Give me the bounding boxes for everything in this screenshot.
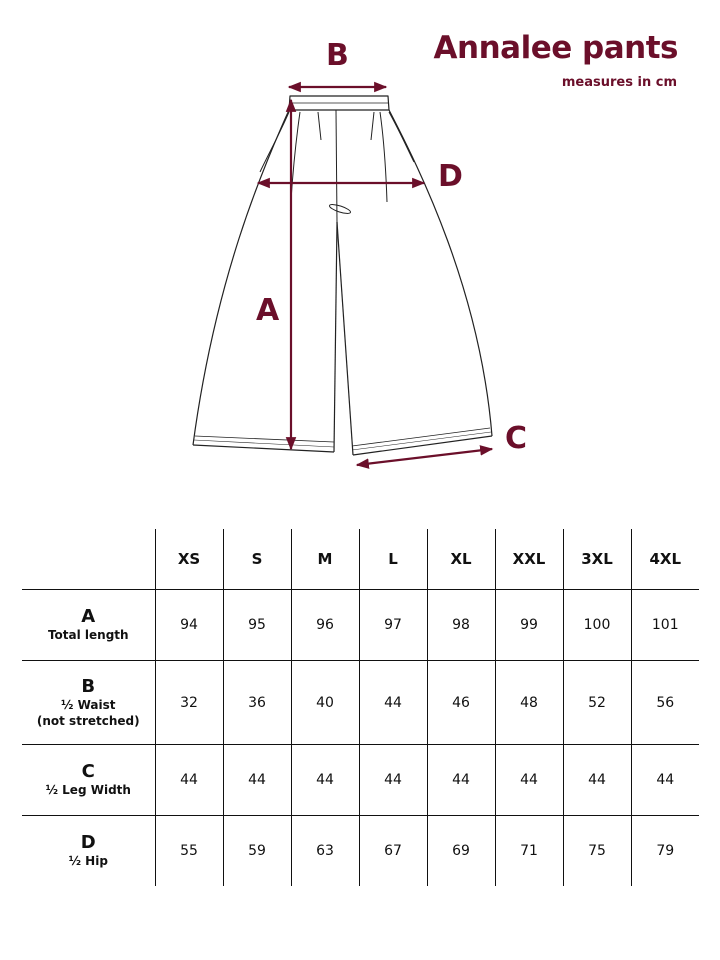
table-cell: 75 xyxy=(563,816,631,887)
table-row xyxy=(22,816,699,887)
table-cell: 44 xyxy=(427,745,495,816)
table-row xyxy=(22,745,699,816)
row-letter: D xyxy=(80,832,96,853)
table-cell: 46 xyxy=(427,661,495,745)
table-cell: 59 xyxy=(223,816,291,887)
table-cell: 55 xyxy=(155,816,223,887)
table-cell: 99 xyxy=(495,590,563,661)
table-cell: 67 xyxy=(359,816,427,887)
pants-outline xyxy=(193,96,492,455)
table-row xyxy=(22,590,699,661)
table-cell: 44 xyxy=(495,745,563,816)
table-cell: 69 xyxy=(427,816,495,887)
page-title: Annalee pants xyxy=(433,30,678,66)
row-letter: C xyxy=(81,761,95,782)
dimension-label-b: B xyxy=(326,38,349,73)
size-header: XL xyxy=(427,529,495,590)
size-header: 4XL xyxy=(631,529,699,590)
table-cell: 52 xyxy=(563,661,631,745)
row-label xyxy=(22,816,155,887)
table-cell: 101 xyxy=(631,590,699,661)
table-row xyxy=(22,661,699,745)
page-subtitle: measures in cm xyxy=(561,75,677,90)
table-cell: 79 xyxy=(631,816,699,887)
table-cell: 36 xyxy=(223,661,291,745)
table-cell: 98 xyxy=(427,590,495,661)
row-label xyxy=(22,745,155,816)
size-table xyxy=(22,529,699,886)
table-cell: 44 xyxy=(155,745,223,816)
table-cell: 44 xyxy=(223,745,291,816)
table-cell: 94 xyxy=(155,590,223,661)
table-corner-cell xyxy=(22,529,155,590)
dimension-label-d: D xyxy=(438,159,463,194)
size-header: 3XL xyxy=(563,529,631,590)
table-cell: 71 xyxy=(495,816,563,887)
row-description: ½ Hip xyxy=(68,854,108,868)
size-header: L xyxy=(359,529,427,590)
table-cell: 32 xyxy=(155,661,223,745)
table-cell: 56 xyxy=(631,661,699,745)
size-header: XXL xyxy=(495,529,563,590)
size-header: XS xyxy=(155,529,223,590)
table-cell: 40 xyxy=(291,661,359,745)
table-cell: 44 xyxy=(291,745,359,816)
row-description: Total length xyxy=(47,628,129,642)
table-cell: 97 xyxy=(359,590,427,661)
row-letter: A xyxy=(81,606,96,627)
row-description-note: (not stretched) xyxy=(36,713,140,728)
row-description: ½ Waist xyxy=(61,697,116,712)
table-cell: 95 xyxy=(223,590,291,661)
table-cell: 48 xyxy=(495,661,563,745)
size-header: M xyxy=(291,529,359,590)
dimension-arrows xyxy=(258,87,492,465)
row-label xyxy=(22,590,155,661)
table-cell: 44 xyxy=(631,745,699,816)
table-cell: 63 xyxy=(291,816,359,887)
row-description: ½ Leg Width xyxy=(45,783,131,797)
table-cell: 96 xyxy=(291,590,359,661)
table-cell: 44 xyxy=(359,745,427,816)
table-cell: 44 xyxy=(359,661,427,745)
dimension-label-c: C xyxy=(505,421,528,456)
dimension-label-a: A xyxy=(256,293,280,328)
size-header: S xyxy=(223,529,291,590)
size-header-row xyxy=(22,529,699,590)
row-label xyxy=(22,661,155,745)
table-cell: 100 xyxy=(563,590,631,661)
table-cell: 44 xyxy=(563,745,631,816)
row-letter: B xyxy=(81,675,96,697)
